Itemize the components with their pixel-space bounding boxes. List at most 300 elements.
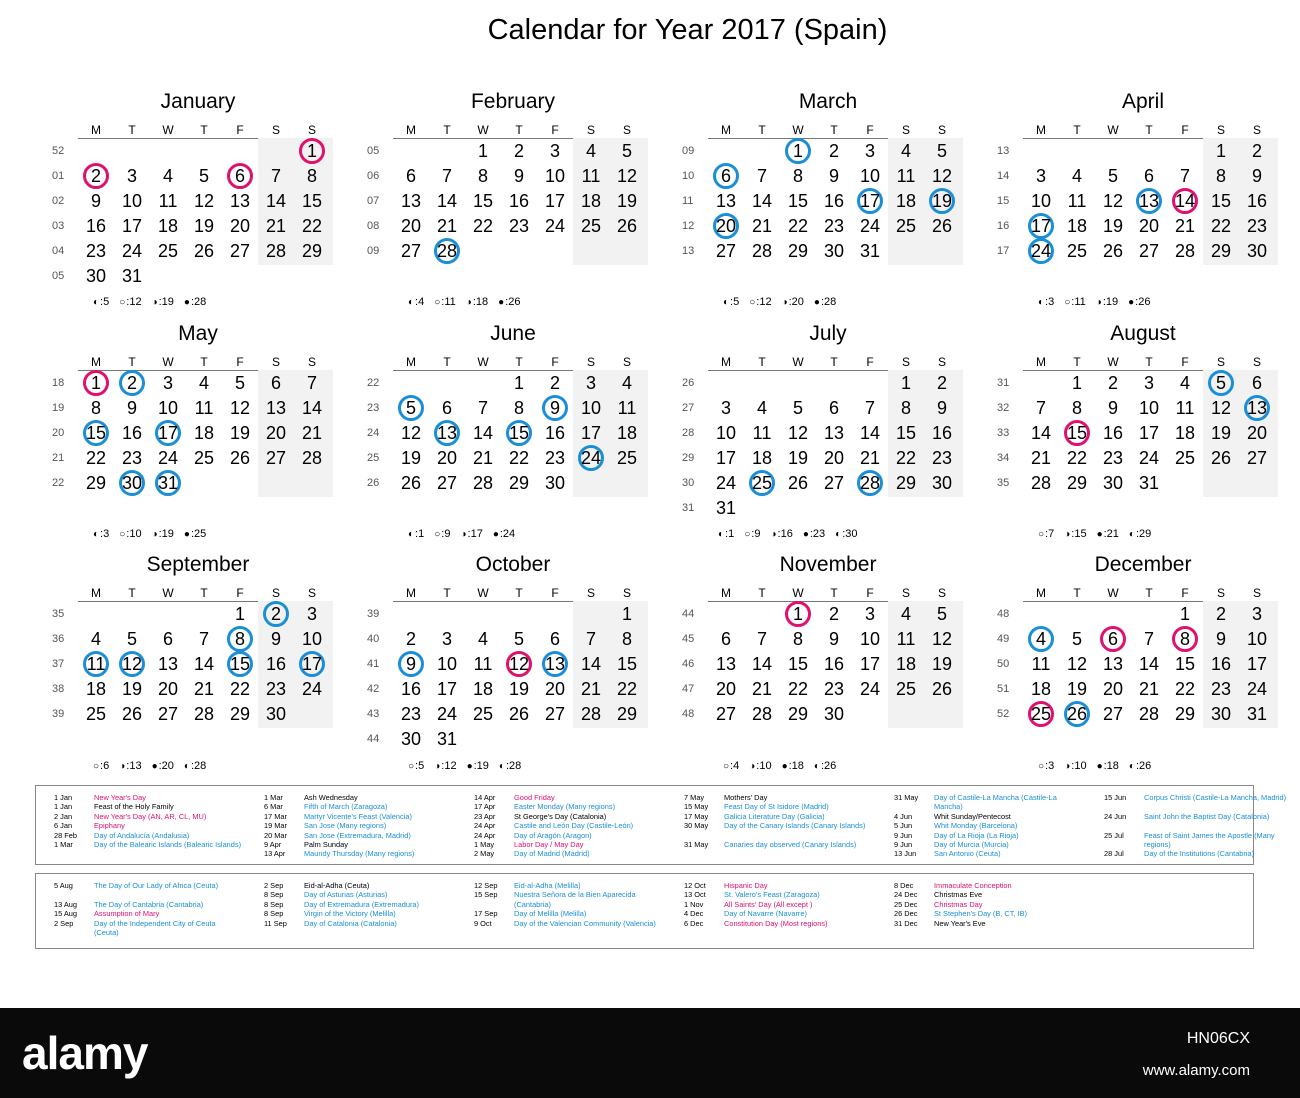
day-cell[interactable]: 10: [301, 629, 323, 649]
day-cell[interactable]: 26: [787, 473, 809, 493]
day-cell[interactable]: 15: [301, 191, 323, 211]
day-cell[interactable]: 24: [1138, 448, 1160, 468]
day-cell[interactable]: 21: [472, 448, 494, 468]
day-cell[interactable]: 25: [580, 216, 602, 236]
day-cell[interactable]: 9: [405, 654, 416, 674]
day-cell[interactable]: 2: [1215, 604, 1226, 624]
day-cell[interactable]: 18: [472, 679, 494, 699]
day-cell[interactable]: 26: [229, 448, 251, 468]
day-cell[interactable]: 12: [229, 398, 251, 418]
day-cell[interactable]: 16: [823, 191, 845, 211]
day-cell[interactable]: 28: [1030, 473, 1052, 493]
day-cell[interactable]: 11: [1031, 654, 1051, 674]
day-cell[interactable]: 22: [895, 448, 917, 468]
day-cell[interactable]: 6: [549, 629, 560, 649]
day-cell[interactable]: 28: [1138, 704, 1160, 724]
day-cell[interactable]: 31: [1246, 704, 1268, 724]
day-cell[interactable]: 3: [162, 373, 173, 393]
day-cell[interactable]: 18: [85, 679, 107, 699]
day-cell[interactable]: 1: [792, 604, 803, 624]
day-cell[interactable]: 12: [400, 423, 422, 443]
day-cell[interactable]: 11: [473, 654, 493, 674]
day-cell[interactable]: 3: [126, 166, 137, 186]
day-cell[interactable]: 21: [751, 216, 773, 236]
day-cell[interactable]: 7: [585, 629, 596, 649]
day-cell[interactable]: 27: [544, 704, 566, 724]
day-cell[interactable]: 4: [1179, 373, 1190, 393]
day-cell[interactable]: 14: [751, 654, 773, 674]
day-cell[interactable]: 17: [1246, 654, 1268, 674]
day-cell[interactable]: 4: [198, 373, 209, 393]
day-cell[interactable]: 3: [1143, 373, 1154, 393]
day-cell[interactable]: 17: [1030, 216, 1052, 236]
day-cell[interactable]: 12: [508, 654, 530, 674]
day-cell[interactable]: 11: [896, 629, 916, 649]
day-cell[interactable]: 31: [121, 266, 143, 286]
day-cell[interactable]: 26: [1210, 448, 1232, 468]
day-cell[interactable]: 13: [715, 191, 737, 211]
day-cell[interactable]: 11: [617, 398, 637, 418]
day-cell[interactable]: 7: [756, 629, 767, 649]
day-cell[interactable]: 6: [405, 166, 416, 186]
day-cell[interactable]: 24: [157, 448, 179, 468]
day-cell[interactable]: 15: [85, 423, 107, 443]
day-cell[interactable]: 12: [193, 191, 215, 211]
day-cell[interactable]: 24: [436, 704, 458, 724]
day-cell[interactable]: 10: [1138, 398, 1160, 418]
day-cell[interactable]: 5: [405, 398, 416, 418]
day-cell[interactable]: 15: [1174, 654, 1196, 674]
day-cell[interactable]: 27: [436, 473, 458, 493]
day-cell[interactable]: 2: [126, 373, 137, 393]
day-cell[interactable]: 16: [823, 654, 845, 674]
day-cell[interactable]: 25: [472, 704, 494, 724]
day-cell[interactable]: 3: [720, 398, 731, 418]
day-cell[interactable]: 18: [193, 423, 215, 443]
day-cell[interactable]: 13: [823, 423, 845, 443]
day-cell[interactable]: 17: [544, 191, 566, 211]
day-cell[interactable]: 7: [1035, 398, 1046, 418]
day-cell[interactable]: 2: [828, 604, 839, 624]
day-cell[interactable]: 4: [90, 629, 101, 649]
day-cell[interactable]: 18: [1066, 216, 1088, 236]
day-cell[interactable]: 15: [229, 654, 251, 674]
day-cell[interactable]: 24: [544, 216, 566, 236]
day-cell[interactable]: 10: [859, 629, 881, 649]
day-cell[interactable]: 1: [306, 141, 317, 161]
day-cell[interactable]: 21: [859, 448, 881, 468]
day-cell[interactable]: 20: [823, 448, 845, 468]
day-cell[interactable]: 21: [580, 679, 602, 699]
day-cell[interactable]: 4: [1071, 166, 1082, 186]
day-cell[interactable]: 9: [828, 629, 839, 649]
day-cell[interactable]: 23: [400, 704, 422, 724]
day-cell[interactable]: 1: [621, 604, 632, 624]
day-cell[interactable]: 2: [270, 604, 281, 624]
day-cell[interactable]: 20: [1102, 679, 1124, 699]
day-cell[interactable]: 25: [85, 704, 107, 724]
day-cell[interactable]: 2: [936, 373, 947, 393]
day-cell[interactable]: 19: [1102, 216, 1124, 236]
day-cell[interactable]: 25: [1066, 241, 1088, 261]
day-cell[interactable]: 6: [1251, 373, 1262, 393]
day-cell[interactable]: 27: [715, 241, 737, 261]
day-cell[interactable]: 3: [549, 141, 560, 161]
day-cell[interactable]: 19: [1210, 423, 1232, 443]
day-cell[interactable]: 22: [301, 216, 323, 236]
day-cell[interactable]: 14: [1174, 191, 1196, 211]
day-cell[interactable]: 30: [1210, 704, 1232, 724]
day-cell[interactable]: 21: [1030, 448, 1052, 468]
day-cell[interactable]: 19: [508, 679, 530, 699]
day-cell[interactable]: 28: [472, 473, 494, 493]
day-cell[interactable]: 20: [1138, 216, 1160, 236]
day-cell[interactable]: 23: [265, 679, 287, 699]
day-cell[interactable]: 10: [859, 166, 881, 186]
day-cell[interactable]: 27: [1102, 704, 1124, 724]
day-cell[interactable]: 17: [859, 654, 881, 674]
day-cell[interactable]: 23: [931, 448, 953, 468]
alamy-logo[interactable]: alamy: [22, 1027, 148, 1079]
day-cell[interactable]: 27: [715, 704, 737, 724]
day-cell[interactable]: 16: [400, 679, 422, 699]
day-cell[interactable]: 14: [265, 191, 287, 211]
day-cell[interactable]: 27: [1246, 448, 1268, 468]
day-cell[interactable]: 12: [1210, 398, 1232, 418]
day-cell[interactable]: 24: [1030, 241, 1052, 261]
day-cell[interactable]: 1: [792, 141, 803, 161]
day-cell[interactable]: 8: [621, 629, 632, 649]
day-cell[interactable]: 4: [900, 141, 911, 161]
day-cell[interactable]: 23: [121, 448, 143, 468]
day-cell[interactable]: 8: [900, 398, 911, 418]
day-cell[interactable]: 13: [436, 423, 458, 443]
day-cell[interactable]: 18: [895, 191, 917, 211]
day-cell[interactable]: 25: [1174, 448, 1196, 468]
day-cell[interactable]: 14: [1030, 423, 1052, 443]
day-cell[interactable]: 22: [616, 679, 638, 699]
day-cell[interactable]: 5: [234, 373, 245, 393]
day-cell[interactable]: 21: [1138, 679, 1160, 699]
day-cell[interactable]: 29: [1210, 241, 1232, 261]
day-cell[interactable]: 7: [270, 166, 281, 186]
day-cell[interactable]: 19: [1066, 679, 1088, 699]
day-cell[interactable]: 20: [157, 679, 179, 699]
day-cell[interactable]: 8: [792, 629, 803, 649]
day-cell[interactable]: 8: [1179, 629, 1190, 649]
day-cell[interactable]: 22: [1210, 216, 1232, 236]
day-cell[interactable]: 6: [1107, 629, 1118, 649]
day-cell[interactable]: 14: [472, 423, 494, 443]
day-cell[interactable]: 6: [1143, 166, 1154, 186]
day-cell[interactable]: 30: [121, 473, 143, 493]
day-cell[interactable]: 30: [823, 704, 845, 724]
day-cell[interactable]: 10: [1246, 629, 1268, 649]
day-cell[interactable]: 22: [1066, 448, 1088, 468]
day-cell[interactable]: 16: [265, 654, 287, 674]
day-cell[interactable]: 30: [544, 473, 566, 493]
day-cell[interactable]: 19: [193, 216, 215, 236]
day-cell[interactable]: 28: [301, 448, 323, 468]
day-cell[interactable]: 9: [126, 398, 137, 418]
day-cell[interactable]: 25: [193, 448, 215, 468]
day-cell[interactable]: 23: [508, 216, 530, 236]
day-cell[interactable]: 26: [121, 704, 143, 724]
day-cell[interactable]: 13: [1138, 191, 1160, 211]
day-cell[interactable]: 15: [1066, 423, 1088, 443]
day-cell[interactable]: 10: [157, 398, 179, 418]
day-cell[interactable]: 21: [265, 216, 287, 236]
day-cell[interactable]: 7: [441, 166, 452, 186]
day-cell[interactable]: 11: [581, 166, 601, 186]
day-cell[interactable]: 26: [193, 241, 215, 261]
day-cell[interactable]: 4: [756, 398, 767, 418]
day-cell[interactable]: 2: [90, 166, 101, 186]
day-cell[interactable]: 30: [931, 473, 953, 493]
day-cell[interactable]: 16: [544, 423, 566, 443]
day-cell[interactable]: 21: [751, 679, 773, 699]
day-cell[interactable]: 17: [1138, 423, 1160, 443]
day-cell[interactable]: 12: [787, 423, 809, 443]
day-cell[interactable]: 1: [90, 373, 101, 393]
day-cell[interactable]: 26: [1066, 704, 1088, 724]
day-cell[interactable]: 4: [621, 373, 632, 393]
day-cell[interactable]: 28: [1174, 241, 1196, 261]
day-cell[interactable]: 24: [580, 448, 602, 468]
day-cell[interactable]: 1: [1071, 373, 1082, 393]
day-cell[interactable]: 14: [1138, 654, 1160, 674]
day-cell[interactable]: 5: [1215, 373, 1226, 393]
day-cell[interactable]: 24: [121, 241, 143, 261]
day-cell[interactable]: 12: [1066, 654, 1088, 674]
day-cell[interactable]: 14: [580, 654, 602, 674]
day-cell[interactable]: 26: [931, 679, 953, 699]
day-cell[interactable]: 29: [1066, 473, 1088, 493]
day-cell[interactable]: 5: [792, 398, 803, 418]
day-cell[interactable]: 26: [1102, 241, 1124, 261]
day-cell[interactable]: 22: [85, 448, 107, 468]
day-cell[interactable]: 31: [859, 241, 881, 261]
day-cell[interactable]: 7: [198, 629, 209, 649]
day-cell[interactable]: 5: [513, 629, 524, 649]
day-cell[interactable]: 24: [301, 679, 323, 699]
day-cell[interactable]: 6: [162, 629, 173, 649]
day-cell[interactable]: 23: [85, 241, 107, 261]
day-cell[interactable]: 5: [198, 166, 209, 186]
day-cell[interactable]: 3: [864, 604, 875, 624]
day-cell[interactable]: 10: [436, 654, 458, 674]
day-cell[interactable]: 9: [1215, 629, 1226, 649]
day-cell[interactable]: 5: [621, 141, 632, 161]
day-cell[interactable]: 29: [1174, 704, 1196, 724]
day-cell[interactable]: 20: [400, 216, 422, 236]
day-cell[interactable]: 29: [787, 704, 809, 724]
day-cell[interactable]: 6: [720, 166, 731, 186]
day-cell[interactable]: 8: [234, 629, 245, 649]
day-cell[interactable]: 22: [787, 679, 809, 699]
day-cell[interactable]: 13: [157, 654, 179, 674]
day-cell[interactable]: 5: [1071, 629, 1082, 649]
day-cell[interactable]: 7: [477, 398, 488, 418]
day-cell[interactable]: 14: [193, 654, 215, 674]
day-cell[interactable]: 24: [715, 473, 737, 493]
day-cell[interactable]: 16: [1210, 654, 1232, 674]
day-cell[interactable]: 27: [157, 704, 179, 724]
day-cell[interactable]: 14: [859, 423, 881, 443]
day-cell[interactable]: 2: [549, 373, 560, 393]
day-cell[interactable]: 4: [585, 141, 596, 161]
day-cell[interactable]: 10: [580, 398, 602, 418]
day-cell[interactable]: 2: [1107, 373, 1118, 393]
day-cell[interactable]: 2: [1251, 141, 1262, 161]
day-cell[interactable]: 22: [1174, 679, 1196, 699]
day-cell[interactable]: 27: [229, 241, 251, 261]
day-cell[interactable]: 9: [549, 398, 560, 418]
day-cell[interactable]: 21: [193, 679, 215, 699]
day-cell[interactable]: 29: [229, 704, 251, 724]
day-cell[interactable]: 21: [436, 216, 458, 236]
day-cell[interactable]: 8: [1071, 398, 1082, 418]
day-cell[interactable]: 4: [900, 604, 911, 624]
day-cell[interactable]: 8: [90, 398, 101, 418]
day-cell[interactable]: 27: [1138, 241, 1160, 261]
day-cell[interactable]: 28: [193, 704, 215, 724]
day-cell[interactable]: 18: [751, 448, 773, 468]
day-cell[interactable]: 10: [1030, 191, 1052, 211]
day-cell[interactable]: 25: [157, 241, 179, 261]
day-cell[interactable]: 29: [787, 241, 809, 261]
day-cell[interactable]: 28: [859, 473, 881, 493]
day-cell[interactable]: 21: [301, 423, 323, 443]
day-cell[interactable]: 19: [616, 191, 638, 211]
day-cell[interactable]: 6: [828, 398, 839, 418]
day-cell[interactable]: 22: [229, 679, 251, 699]
day-cell[interactable]: 28: [265, 241, 287, 261]
day-cell[interactable]: 12: [616, 166, 638, 186]
day-cell[interactable]: 24: [859, 679, 881, 699]
day-cell[interactable]: 31: [157, 473, 179, 493]
day-cell[interactable]: 25: [616, 448, 638, 468]
day-cell[interactable]: 15: [1210, 191, 1232, 211]
day-cell[interactable]: 18: [895, 654, 917, 674]
day-cell[interactable]: 12: [931, 166, 953, 186]
day-cell[interactable]: 20: [715, 679, 737, 699]
day-cell[interactable]: 18: [157, 216, 179, 236]
day-cell[interactable]: 20: [1246, 423, 1268, 443]
day-cell[interactable]: 8: [1215, 166, 1226, 186]
day-cell[interactable]: 24: [1246, 679, 1268, 699]
day-cell[interactable]: 28: [436, 241, 458, 261]
day-cell[interactable]: 9: [90, 191, 101, 211]
day-cell[interactable]: 15: [472, 191, 494, 211]
day-cell[interactable]: 6: [441, 398, 452, 418]
day-cell[interactable]: 29: [301, 241, 323, 261]
day-cell[interactable]: 23: [823, 216, 845, 236]
day-cell[interactable]: 23: [544, 448, 566, 468]
day-cell[interactable]: 12: [121, 654, 143, 674]
day-cell[interactable]: 3: [441, 629, 452, 649]
day-cell[interactable]: 9: [1251, 166, 1262, 186]
day-cell[interactable]: 20: [436, 448, 458, 468]
day-cell[interactable]: 25: [895, 216, 917, 236]
day-cell[interactable]: 7: [1179, 166, 1190, 186]
day-cell[interactable]: 25: [751, 473, 773, 493]
day-cell[interactable]: 10: [715, 423, 737, 443]
day-cell[interactable]: 3: [1035, 166, 1046, 186]
day-cell[interactable]: 9: [936, 398, 947, 418]
day-cell[interactable]: 19: [400, 448, 422, 468]
day-cell[interactable]: 11: [752, 423, 772, 443]
day-cell[interactable]: 30: [1102, 473, 1124, 493]
day-cell[interactable]: 1: [477, 141, 488, 161]
day-cell[interactable]: 16: [121, 423, 143, 443]
day-cell[interactable]: 22: [472, 216, 494, 236]
day-cell[interactable]: 12: [931, 629, 953, 649]
day-cell[interactable]: 1: [1215, 141, 1226, 161]
day-cell[interactable]: 13: [1102, 654, 1124, 674]
day-cell[interactable]: 16: [1246, 191, 1268, 211]
day-cell[interactable]: 16: [508, 191, 530, 211]
day-cell[interactable]: 8: [513, 398, 524, 418]
day-cell[interactable]: 13: [229, 191, 251, 211]
day-cell[interactable]: 7: [864, 398, 875, 418]
day-cell[interactable]: 2: [513, 141, 524, 161]
day-cell[interactable]: 23: [1102, 448, 1124, 468]
day-cell[interactable]: 19: [931, 191, 953, 211]
day-cell[interactable]: 30: [265, 704, 287, 724]
day-cell[interactable]: 9: [513, 166, 524, 186]
day-cell[interactable]: 18: [1174, 423, 1196, 443]
day-cell[interactable]: 8: [306, 166, 317, 186]
day-cell[interactable]: 8: [792, 166, 803, 186]
day-cell[interactable]: 17: [157, 423, 179, 443]
day-cell[interactable]: 11: [158, 191, 178, 211]
day-cell[interactable]: 25: [1030, 704, 1052, 724]
day-cell[interactable]: 17: [436, 679, 458, 699]
day-cell[interactable]: 1: [513, 373, 524, 393]
day-cell[interactable]: 30: [400, 729, 422, 749]
day-cell[interactable]: 11: [1067, 191, 1087, 211]
day-cell[interactable]: 27: [400, 241, 422, 261]
day-cell[interactable]: 15: [787, 654, 809, 674]
day-cell[interactable]: 9: [270, 629, 281, 649]
day-cell[interactable]: 11: [1175, 398, 1195, 418]
day-cell[interactable]: 4: [477, 629, 488, 649]
day-cell[interactable]: 6: [234, 166, 245, 186]
day-cell[interactable]: 28: [751, 241, 773, 261]
day-cell[interactable]: 20: [265, 423, 287, 443]
day-cell[interactable]: 26: [400, 473, 422, 493]
day-cell[interactable]: 21: [1174, 216, 1196, 236]
day-cell[interactable]: 3: [306, 604, 317, 624]
day-cell[interactable]: 23: [1246, 216, 1268, 236]
day-cell[interactable]: 13: [715, 654, 737, 674]
day-cell[interactable]: 15: [616, 654, 638, 674]
day-cell[interactable]: 2: [828, 141, 839, 161]
day-cell[interactable]: 8: [477, 166, 488, 186]
day-cell[interactable]: 19: [931, 654, 953, 674]
day-cell[interactable]: 17: [121, 216, 143, 236]
day-cell[interactable]: 15: [895, 423, 917, 443]
day-cell[interactable]: 28: [751, 704, 773, 724]
day-cell[interactable]: 29: [508, 473, 530, 493]
day-cell[interactable]: 5: [936, 604, 947, 624]
day-cell[interactable]: 26: [931, 216, 953, 236]
day-cell[interactable]: 1: [900, 373, 911, 393]
day-cell[interactable]: 30: [85, 266, 107, 286]
day-cell[interactable]: 10: [544, 166, 566, 186]
day-cell[interactable]: 27: [823, 473, 845, 493]
